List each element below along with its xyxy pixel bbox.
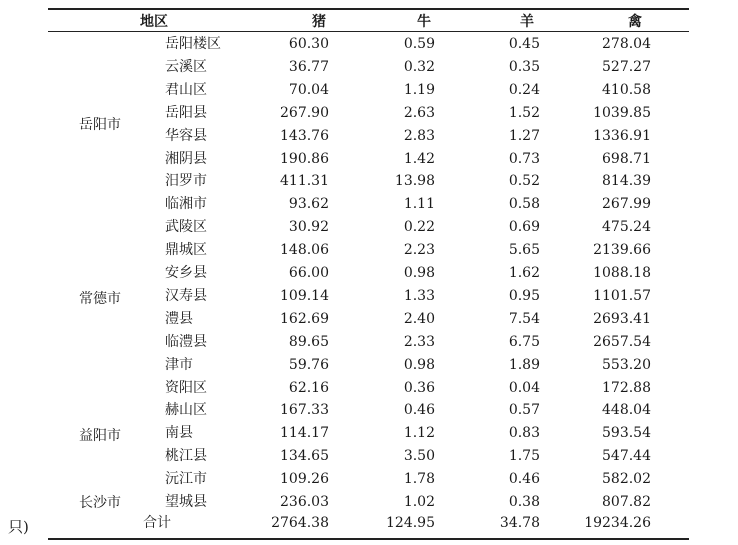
value-cattle: 0.36 [403,380,435,396]
district-name: 赫山区 [165,402,207,418]
value-cattle: 1.02 [403,494,435,510]
value-pig: 236.03 [280,494,329,510]
value-cattle: 0.98 [403,357,435,373]
value-cattle: 1.78 [403,471,435,487]
value-pig: 93.62 [288,196,329,212]
value-poultry: 475.24 [602,219,651,235]
footnote-fragment: 只) [8,518,29,536]
district-name: 资阳区 [165,380,207,396]
district-name: 湘阴县 [165,151,207,167]
district-name: 汉寿县 [165,288,207,304]
header-sheep: 羊 [520,14,534,30]
district-name: 津市 [165,357,193,373]
value-sheep: 0.57 [508,402,540,418]
value-poultry: 1101.57 [593,288,651,304]
value-sheep: 0.69 [508,219,540,235]
value-pig: 190.86 [280,151,329,167]
value-poultry: 814.39 [602,173,651,189]
value-pig: 267.90 [280,105,329,121]
value-sheep: 0.95 [508,288,540,304]
value-cattle: 1.42 [403,151,435,167]
value-pig: 143.76 [280,128,329,144]
value-poultry: 172.88 [602,380,651,396]
district-name: 临湘市 [165,196,207,212]
district-name: 岳阳楼区 [165,36,221,52]
total-poultry: 19234.26 [584,515,651,531]
district-name: 君山区 [165,82,207,98]
value-sheep: 5.65 [508,242,540,258]
value-sheep: 0.04 [508,380,540,396]
value-sheep: 1.75 [508,448,540,464]
value-pig: 109.26 [280,471,329,487]
district-name: 澧县 [165,311,193,327]
value-sheep: 6.75 [508,334,540,350]
value-pig: 162.69 [280,311,329,327]
value-pig: 36.77 [288,59,329,75]
value-sheep: 0.35 [508,59,540,75]
table-header-rule [48,31,689,32]
header-cattle: 牛 [417,14,431,30]
value-poultry: 1336.91 [593,128,651,144]
value-pig: 66.00 [288,265,329,281]
value-poultry: 807.82 [602,494,651,510]
value-sheep: 0.45 [508,36,540,52]
city-label-yueyang: 岳阳市 [79,117,121,133]
district-name: 鼎城区 [165,242,207,258]
district-name: 安乡县 [165,265,207,281]
value-pig: 62.16 [288,380,329,396]
value-poultry: 267.99 [602,196,651,212]
value-pig: 114.17 [280,425,329,441]
value-sheep: 0.83 [508,425,540,441]
value-poultry: 1039.85 [593,105,651,121]
value-poultry: 582.02 [602,471,651,487]
total-pig: 2764.38 [271,515,329,531]
total-cattle: 124.95 [386,515,435,531]
value-pig: 148.06 [280,242,329,258]
value-poultry: 1088.18 [593,265,651,281]
total-label: 合计 [143,515,171,531]
value-sheep: 0.24 [508,82,540,98]
value-cattle: 0.32 [403,59,435,75]
value-sheep: 7.54 [508,311,540,327]
district-name: 云溪区 [165,59,207,75]
value-pig: 70.04 [288,82,329,98]
value-sheep: 1.62 [508,265,540,281]
district-name: 武陵区 [165,219,207,235]
value-pig: 89.65 [288,334,329,350]
district-name: 临澧县 [165,334,207,350]
value-cattle: 0.98 [403,265,435,281]
value-poultry: 593.54 [602,425,651,441]
value-poultry: 448.04 [602,402,651,418]
value-sheep: 0.38 [508,494,540,510]
district-name: 华容县 [165,128,207,144]
value-sheep: 0.73 [508,151,540,167]
value-poultry: 2139.66 [593,242,651,258]
value-cattle: 2.63 [403,105,435,121]
value-pig: 134.65 [280,448,329,464]
value-cattle: 0.46 [403,402,435,418]
value-poultry: 553.20 [602,357,651,373]
table-bottom-rule [48,538,689,540]
value-cattle: 1.12 [403,425,435,441]
value-cattle: 2.23 [403,242,435,258]
value-poultry: 2657.54 [593,334,651,350]
value-pig: 59.76 [288,357,329,373]
value-pig: 411.31 [280,173,329,189]
total-sheep: 34.78 [499,515,540,531]
value-pig: 60.30 [288,36,329,52]
value-cattle: 13.98 [394,173,435,189]
district-name: 汨罗市 [165,173,207,189]
value-cattle: 1.11 [403,196,435,212]
header-poultry: 禽 [628,14,642,30]
value-sheep: 1.27 [508,128,540,144]
table-top-rule [48,8,689,10]
district-name: 南县 [165,425,193,441]
value-poultry: 2693.41 [593,311,651,327]
district-name: 沅江市 [165,471,207,487]
value-poultry: 278.04 [602,36,651,52]
district-name: 岳阳县 [165,105,207,121]
city-label-yiyang: 益阳市 [79,428,121,444]
value-cattle: 0.59 [403,36,435,52]
value-pig: 167.33 [280,402,329,418]
value-cattle: 1.19 [403,82,435,98]
value-poultry: 410.58 [602,82,651,98]
value-sheep: 0.58 [508,196,540,212]
value-pig: 30.92 [288,219,329,235]
district-name: 桃江县 [165,448,207,464]
value-cattle: 2.33 [403,334,435,350]
value-pig: 109.14 [280,288,329,304]
value-sheep: 0.52 [508,173,540,189]
value-cattle: 2.83 [403,128,435,144]
value-cattle: 0.22 [403,219,435,235]
value-poultry: 527.27 [602,59,651,75]
value-sheep: 1.89 [508,357,540,373]
value-cattle: 1.33 [403,288,435,304]
value-sheep: 1.52 [508,105,540,121]
city-label-changde: 常德市 [79,291,121,307]
value-cattle: 3.50 [403,448,435,464]
district-name: 望城县 [165,494,207,510]
header-pig: 猪 [312,14,326,30]
city-label-changsha: 长沙市 [79,495,121,511]
value-cattle: 2.40 [403,311,435,327]
value-poultry: 698.71 [602,151,651,167]
value-poultry: 547.44 [602,448,651,464]
value-sheep: 0.46 [508,471,540,487]
header-region: 地区 [140,14,168,30]
